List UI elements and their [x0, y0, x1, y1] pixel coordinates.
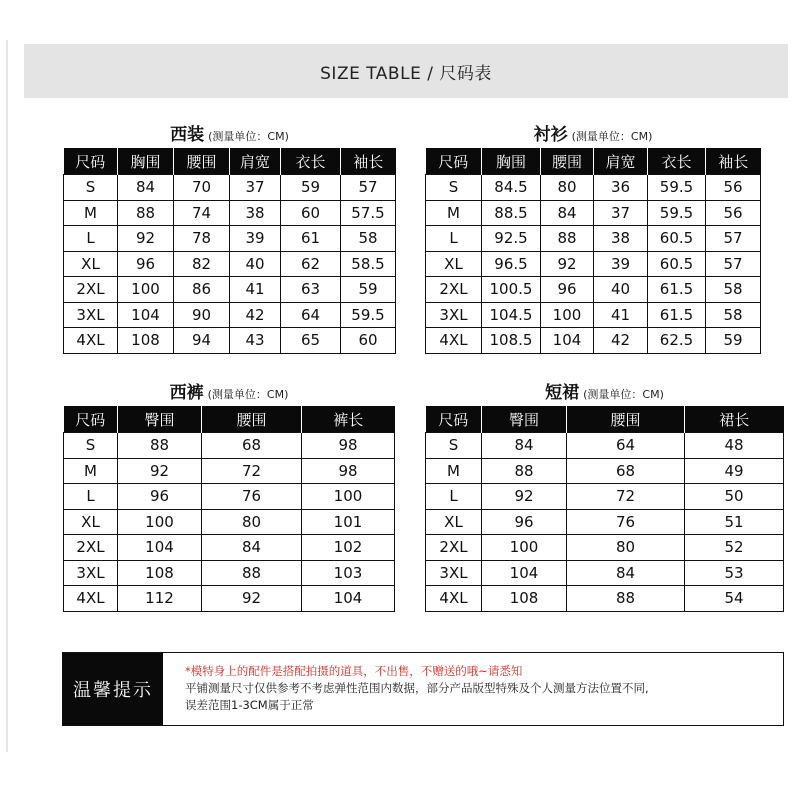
- size-cell: 4XL: [64, 586, 118, 612]
- measurement-cell: 88: [118, 200, 174, 226]
- measurement-cell: 100: [302, 484, 395, 510]
- measurement-cell: 88: [482, 458, 567, 484]
- table-row: [64, 328, 396, 354]
- measurement-cell: 38: [594, 226, 648, 252]
- measurement-cell: 100: [482, 535, 567, 561]
- measurement-cell: 43: [230, 328, 281, 354]
- table-row: [426, 302, 761, 328]
- size-cell: 4XL: [64, 328, 118, 354]
- size-cell: L: [426, 226, 482, 252]
- measurement-cell: 38: [230, 200, 281, 226]
- measurement-cell: 96: [118, 484, 202, 510]
- measurement-cell: 108.5: [482, 328, 541, 354]
- table-row: [426, 509, 784, 535]
- measurement-cell: 88.5: [482, 200, 541, 226]
- shirt-unit-label: (测量单位：CM): [571, 130, 653, 143]
- measurement-cell: 39: [594, 251, 648, 277]
- measurement-cell: 42: [230, 302, 281, 328]
- page-title: SIZE TABLE / 尺码表: [320, 63, 492, 84]
- measurement-cell: 84: [118, 175, 174, 201]
- size-cell: XL: [64, 251, 118, 277]
- measurement-cell: 88: [118, 433, 202, 459]
- skirt-table-title: 短裙: [545, 383, 580, 403]
- column-header: 衣长: [281, 148, 341, 175]
- trousers-size-block: [63, 380, 395, 612]
- size-cell: S: [426, 433, 482, 459]
- measurement-cell: 80: [541, 175, 594, 201]
- table-row: [64, 509, 395, 535]
- table-row: [426, 200, 761, 226]
- table-row: [426, 175, 761, 201]
- measurement-cell: 68: [202, 433, 302, 459]
- measurement-cell: 112: [118, 586, 202, 612]
- skirt-caption: [425, 380, 784, 406]
- suit-unit-label: (测量单位：CM): [208, 130, 289, 143]
- measurement-cell: 104: [482, 560, 567, 586]
- column-header: 肩宽: [594, 148, 648, 175]
- table-row: [426, 277, 761, 303]
- table-row: [64, 200, 396, 226]
- skirt-size-block: [425, 380, 784, 612]
- measurement-cell: 57: [706, 226, 761, 252]
- measurement-cell: 42: [594, 328, 648, 354]
- table-row: [64, 302, 396, 328]
- measurement-cell: 58.5: [341, 251, 396, 277]
- measurement-cell: 64: [281, 302, 341, 328]
- measurement-cell: 53: [685, 560, 784, 586]
- measurement-cell: 41: [594, 302, 648, 328]
- measurement-cell: 65: [281, 328, 341, 354]
- measurement-cell: 68: [567, 458, 685, 484]
- size-cell: 3XL: [426, 560, 482, 586]
- column-header: 腰围: [541, 148, 594, 175]
- table-header-row: [64, 406, 395, 433]
- size-cell: L: [426, 484, 482, 510]
- size-cell: L: [64, 226, 118, 252]
- size-cell: M: [426, 458, 482, 484]
- size-cell: 3XL: [64, 560, 118, 586]
- measurement-cell: 60: [341, 328, 396, 354]
- measurement-cell: 54: [685, 586, 784, 612]
- table-row: [64, 251, 396, 277]
- column-header: 臀围: [118, 406, 202, 433]
- table-row: [64, 277, 396, 303]
- table-row: [64, 484, 395, 510]
- measurement-cell: 37: [230, 175, 281, 201]
- measurement-cell: 60.5: [648, 226, 706, 252]
- size-cell: 3XL: [426, 302, 482, 328]
- measurement-cell: 58: [706, 302, 761, 328]
- measurement-cell: 36: [594, 175, 648, 201]
- table-row: [64, 175, 396, 201]
- size-cell: 2XL: [64, 535, 118, 561]
- tips-accessory-note: *模特身上的配件是搭配拍摄的道具，不出售，不赠送的哦~请悉知: [185, 664, 523, 678]
- measurement-cell: 100: [118, 509, 202, 535]
- measurement-cell: 59.5: [648, 200, 706, 226]
- tips-body: [163, 653, 649, 725]
- column-header: 裤长: [302, 406, 395, 433]
- measurement-cell: 98: [302, 458, 395, 484]
- measurement-cell: 84: [541, 200, 594, 226]
- measurement-cell: 96: [482, 509, 567, 535]
- measurement-cell: 84: [482, 433, 567, 459]
- measurement-cell: 108: [118, 560, 202, 586]
- column-header: 胸围: [482, 148, 541, 175]
- size-cell: 2XL: [426, 277, 482, 303]
- measurement-cell: 41: [230, 277, 281, 303]
- size-cell: 4XL: [426, 328, 482, 354]
- measurement-cell: 50: [685, 484, 784, 510]
- measurement-cell: 103: [302, 560, 395, 586]
- measurement-cell: 104: [541, 328, 594, 354]
- measurement-cell: 61.5: [648, 302, 706, 328]
- size-cell: M: [426, 200, 482, 226]
- column-header: 肩宽: [230, 148, 281, 175]
- shirt-caption: [425, 122, 761, 148]
- column-header: 衣长: [648, 148, 706, 175]
- measurement-cell: 60.5: [648, 251, 706, 277]
- measurement-cell: 60: [281, 200, 341, 226]
- measurement-cell: 96.5: [482, 251, 541, 277]
- measurement-cell: 84: [202, 535, 302, 561]
- suit-size-block: [63, 122, 396, 354]
- table-row: [64, 535, 395, 561]
- skirt-unit-label: (测量单位：CM): [583, 388, 664, 401]
- measurement-cell: 37: [594, 200, 648, 226]
- table-row: [426, 560, 784, 586]
- column-header: 袖长: [706, 148, 761, 175]
- size-cell: M: [64, 200, 118, 226]
- size-cell: XL: [426, 251, 482, 277]
- suit-caption: [63, 122, 396, 148]
- measurement-cell: 92: [118, 458, 202, 484]
- measurement-cell: 59: [706, 328, 761, 354]
- measurement-cell: 84.5: [482, 175, 541, 201]
- measurement-cell: 51: [685, 509, 784, 535]
- column-header: 尺码: [426, 406, 482, 433]
- measurement-cell: 58: [706, 277, 761, 303]
- column-header: 臀围: [482, 406, 567, 433]
- measurement-cell: 57: [341, 175, 396, 201]
- measurement-cell: 88: [567, 586, 685, 612]
- measurement-cell: 92: [202, 586, 302, 612]
- measurement-cell: 101: [302, 509, 395, 535]
- size-cell: 3XL: [64, 302, 118, 328]
- measurement-cell: 96: [541, 277, 594, 303]
- column-header: 尺码: [64, 148, 118, 175]
- measurement-cell: 92.5: [482, 226, 541, 252]
- measurement-cell: 57: [706, 251, 761, 277]
- measurement-cell: 58: [341, 226, 396, 252]
- measurement-cell: 40: [230, 251, 281, 277]
- size-table-banner: [24, 44, 788, 98]
- table-row: [64, 226, 396, 252]
- measurement-cell: 62: [281, 251, 341, 277]
- measurement-cell: 78: [174, 226, 230, 252]
- measurement-cell: 80: [567, 535, 685, 561]
- measurement-cell: 52: [685, 535, 784, 561]
- trousers-size-table: [63, 406, 395, 612]
- table-row: [426, 586, 784, 612]
- measurement-cell: 76: [567, 509, 685, 535]
- shirt-table-title: 衬衫: [533, 125, 568, 145]
- measurement-cell: 64: [567, 433, 685, 459]
- column-header: 袖长: [341, 148, 396, 175]
- left-divider: [6, 40, 8, 752]
- measurement-cell: 88: [202, 560, 302, 586]
- trousers-caption: [63, 380, 395, 406]
- measurement-cell: 48: [685, 433, 784, 459]
- size-cell: L: [64, 484, 118, 510]
- measurement-cell: 98: [302, 433, 395, 459]
- measurement-cell: 82: [174, 251, 230, 277]
- measurement-cell: 96: [118, 251, 174, 277]
- trousers-unit-label: (测量单位：CM): [207, 388, 289, 401]
- measurement-cell: 84: [567, 560, 685, 586]
- measurement-cell: 49: [685, 458, 784, 484]
- measurement-cell: 88: [541, 226, 594, 252]
- table-row: [426, 535, 784, 561]
- column-header: 裙长: [685, 406, 784, 433]
- table-header-row: [426, 148, 761, 175]
- size-cell: S: [64, 175, 118, 201]
- table-row: [64, 433, 395, 459]
- tips-box: [62, 652, 784, 726]
- measurement-cell: 56: [706, 175, 761, 201]
- table-header-row: [64, 148, 396, 175]
- skirt-size-table: [425, 406, 784, 612]
- measurement-cell: 63: [281, 277, 341, 303]
- size-cell: 4XL: [426, 586, 482, 612]
- size-cell: 2XL: [426, 535, 482, 561]
- measurement-cell: 94: [174, 328, 230, 354]
- table-row: [64, 560, 395, 586]
- measurement-cell: 72: [567, 484, 685, 510]
- suit-table-title: 西装: [170, 125, 205, 145]
- measurement-cell: 100: [541, 302, 594, 328]
- size-cell: S: [64, 433, 118, 459]
- measurement-cell: 76: [202, 484, 302, 510]
- measurement-cell: 57.5: [341, 200, 396, 226]
- table-row: [64, 458, 395, 484]
- measurement-cell: 59.5: [648, 175, 706, 201]
- size-cell: XL: [64, 509, 118, 535]
- column-header: 尺码: [426, 148, 482, 175]
- column-header: 腰围: [202, 406, 302, 433]
- measurement-cell: 72: [202, 458, 302, 484]
- table-row: [426, 458, 784, 484]
- table-row: [426, 433, 784, 459]
- size-cell: S: [426, 175, 482, 201]
- measurement-cell: 108: [482, 586, 567, 612]
- column-header: 胸围: [118, 148, 174, 175]
- column-header: 腰围: [567, 406, 685, 433]
- tips-measure-note: 平铺测量尺寸仅供参考不考虑弹性范围内数据，部分产品版型特殊及个人测量方法位置不同,: [185, 681, 649, 695]
- table-row: [64, 586, 395, 612]
- measurement-cell: 59: [341, 277, 396, 303]
- size-cell: M: [64, 458, 118, 484]
- suit-size-table: [63, 148, 396, 354]
- tips-tolerance-note: 误差范围1-3CM属于正常: [185, 698, 314, 712]
- measurement-cell: 40: [594, 277, 648, 303]
- measurement-cell: 80: [202, 509, 302, 535]
- measurement-cell: 92: [541, 251, 594, 277]
- measurement-cell: 90: [174, 302, 230, 328]
- trousers-table-title: 西裤: [169, 383, 204, 403]
- measurement-cell: 39: [230, 226, 281, 252]
- table-row: [426, 226, 761, 252]
- measurement-cell: 100.5: [482, 277, 541, 303]
- table-row: [426, 484, 784, 510]
- column-header: 腰围: [174, 148, 230, 175]
- size-cell: 2XL: [64, 277, 118, 303]
- size-cell: XL: [426, 509, 482, 535]
- measurement-cell: 56: [706, 200, 761, 226]
- measurement-cell: 59: [281, 175, 341, 201]
- measurement-cell: 86: [174, 277, 230, 303]
- measurement-cell: 102: [302, 535, 395, 561]
- table-row: [426, 328, 761, 354]
- shirt-size-table: [425, 148, 761, 354]
- measurement-cell: 59.5: [341, 302, 396, 328]
- measurement-cell: 92: [118, 226, 174, 252]
- measurement-cell: 108: [118, 328, 174, 354]
- table-row: [426, 251, 761, 277]
- measurement-cell: 62.5: [648, 328, 706, 354]
- tips-label: 温馨提示: [63, 653, 163, 725]
- measurement-cell: 104.5: [482, 302, 541, 328]
- column-header: 尺码: [64, 406, 118, 433]
- measurement-cell: 100: [118, 277, 174, 303]
- measurement-cell: 92: [482, 484, 567, 510]
- measurement-cell: 61.5: [648, 277, 706, 303]
- table-header-row: [426, 406, 784, 433]
- measurement-cell: 104: [302, 586, 395, 612]
- measurement-cell: 61: [281, 226, 341, 252]
- measurement-cell: 104: [118, 302, 174, 328]
- shirt-size-block: [425, 122, 761, 354]
- measurement-cell: 70: [174, 175, 230, 201]
- measurement-cell: 104: [118, 535, 202, 561]
- measurement-cell: 74: [174, 200, 230, 226]
